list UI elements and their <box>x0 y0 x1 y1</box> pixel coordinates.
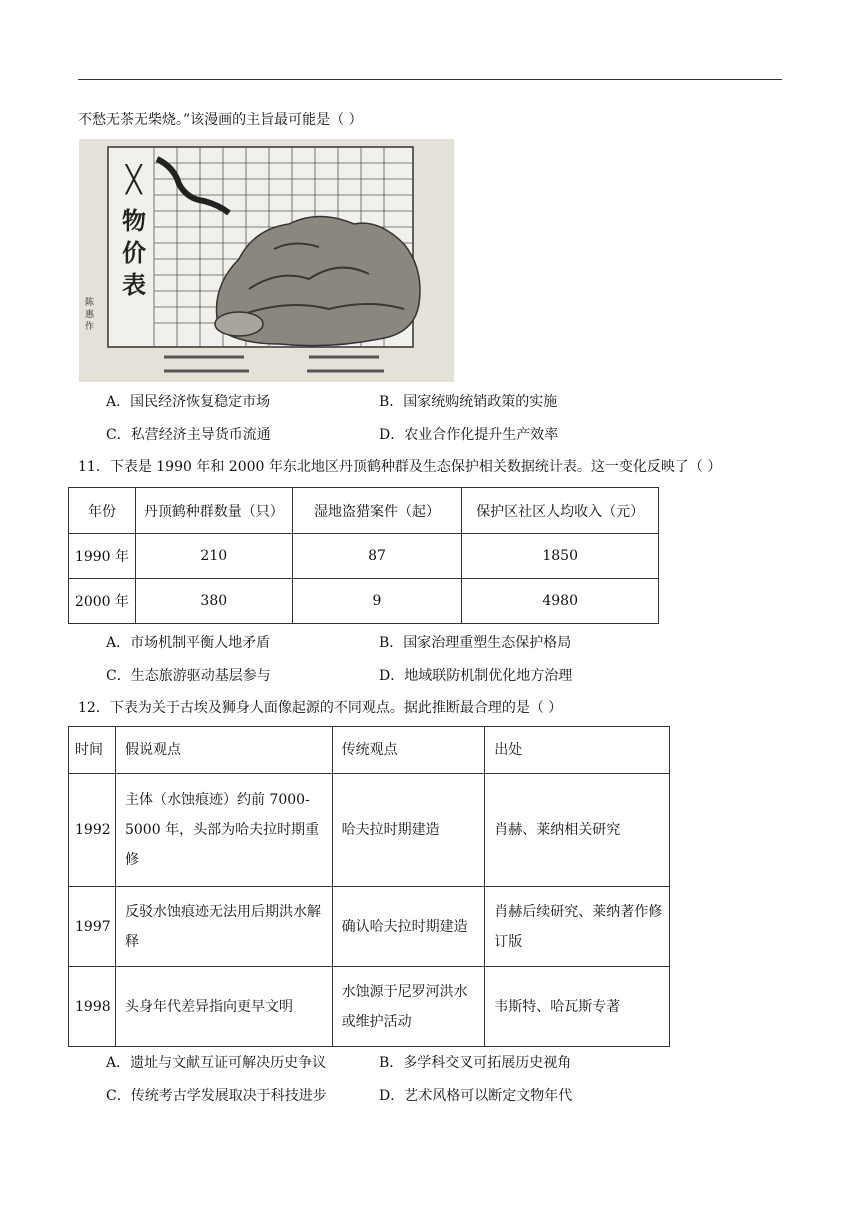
q11-header-row <box>69 488 659 534</box>
table-row <box>69 534 659 579</box>
q11-header-cell: 保护区社区人均收入（元） <box>462 488 659 534</box>
q12-cell: 1997 <box>69 887 116 967</box>
q12-option-c[interactable]: C．传统考古学发展取决于科技进步 <box>106 1088 327 1104</box>
q12-header-cell: 出处 <box>485 727 670 774</box>
q12-cell: 水蚀源于尼罗河洪水或维护活动 <box>332 967 485 1047</box>
q12-cell: 肖赫后续研究、莱纳著作修订版 <box>485 887 670 967</box>
q11-cell: 4980 <box>462 579 659 624</box>
q12-option-b[interactable]: B．多学科交叉可拓展历史视角 <box>379 1055 572 1071</box>
q12-option-a[interactable]: A．遗址与文献互证可解决历史争议 <box>106 1055 327 1071</box>
q12-header-cell: 时间 <box>69 727 116 774</box>
q10-option-a[interactable]: A．国民经济恢复稳定市场 <box>106 394 271 410</box>
q10-stem: 不愁无茶无柴烧。”该漫画的主旨最可能是（ ） <box>78 112 363 128</box>
cartoon-side-label: 陈惠作 <box>85 298 95 332</box>
header-rule <box>78 79 782 80</box>
q10-option-d[interactable]: D．农业合作化提升生产效率 <box>379 427 559 443</box>
q11-option-c[interactable]: C．生态旅游驱动基层参与 <box>106 668 271 684</box>
q11-option-d[interactable]: D．地域联防机制优化地方治理 <box>379 668 573 684</box>
cartoon-x-glyph: ╳ <box>126 165 142 195</box>
q12-header-cell: 假说观点 <box>115 727 332 774</box>
table-row <box>69 967 670 1047</box>
q11-option-a[interactable]: A．市场机制平衡人地矛盾 <box>106 635 271 651</box>
q12-cell: 韦斯特、哈瓦斯专著 <box>485 967 670 1047</box>
q11-option-b[interactable]: B．国家治理重塑生态保护格局 <box>379 635 572 651</box>
table-row <box>69 774 670 887</box>
table-row <box>69 579 659 624</box>
cartoon-title-1: 物 <box>122 206 146 235</box>
q11-cell: 1850 <box>462 534 659 579</box>
q12-table <box>68 726 670 1047</box>
q10-option-c[interactable]: C．私营经济主导货币流通 <box>106 427 271 443</box>
q12-header-cell: 传统观点 <box>332 727 485 774</box>
q12-cell: 哈夫拉时期建造 <box>332 774 485 887</box>
q12-cell: 1998 <box>69 967 116 1047</box>
q10-option-b[interactable]: B．国家统购统销政策的实施 <box>379 394 558 410</box>
cartoon-title-3: 表 <box>122 270 146 299</box>
q11-header-cell: 年份 <box>69 488 136 534</box>
q12-cell: 确认哈夫拉时期建造 <box>332 887 485 967</box>
q11-header-cell: 丹顶鹤种群数量（只） <box>135 488 292 534</box>
cartoon-image <box>79 139 454 382</box>
q12-cell: 1992 <box>69 774 116 887</box>
q11-stem: 11．下表是 1990 年和 2000 年东北地区丹顶鹤种群及生态保护相关数据统计表。这一变化反映了（ ） <box>78 459 722 475</box>
q11-cell: 1990 年 <box>69 534 136 579</box>
q11-cell: 210 <box>135 534 292 579</box>
q11-table <box>68 487 659 624</box>
q12-cell: 反驳水蚀痕迹无法用后期洪水解释 <box>115 887 332 967</box>
q12-cell: 主体（水蚀痕迹）约前 7000-5000 年，头部为哈夫拉时期重修 <box>115 774 332 887</box>
q11-cell: 9 <box>292 579 462 624</box>
q12-cell: 肖赫、莱纳相关研究 <box>485 774 670 887</box>
q12-header-row <box>69 727 670 774</box>
table-row <box>69 887 670 967</box>
q11-header-cell: 湿地盗猎案件（起） <box>292 488 462 534</box>
q12-cell: 头身年代差异指向更早文明 <box>115 967 332 1047</box>
cartoon-title-2: 价 <box>122 238 146 267</box>
q12-option-d[interactable]: D．艺术风格可以断定文物年代 <box>379 1088 573 1104</box>
q11-cell: 2000 年 <box>69 579 136 624</box>
q11-cell: 380 <box>135 579 292 624</box>
q11-cell: 87 <box>292 534 462 579</box>
q12-stem: 12．下表为关于古埃及狮身人面像起源的不同观点。据此推断最合理的是（ ） <box>78 700 563 716</box>
